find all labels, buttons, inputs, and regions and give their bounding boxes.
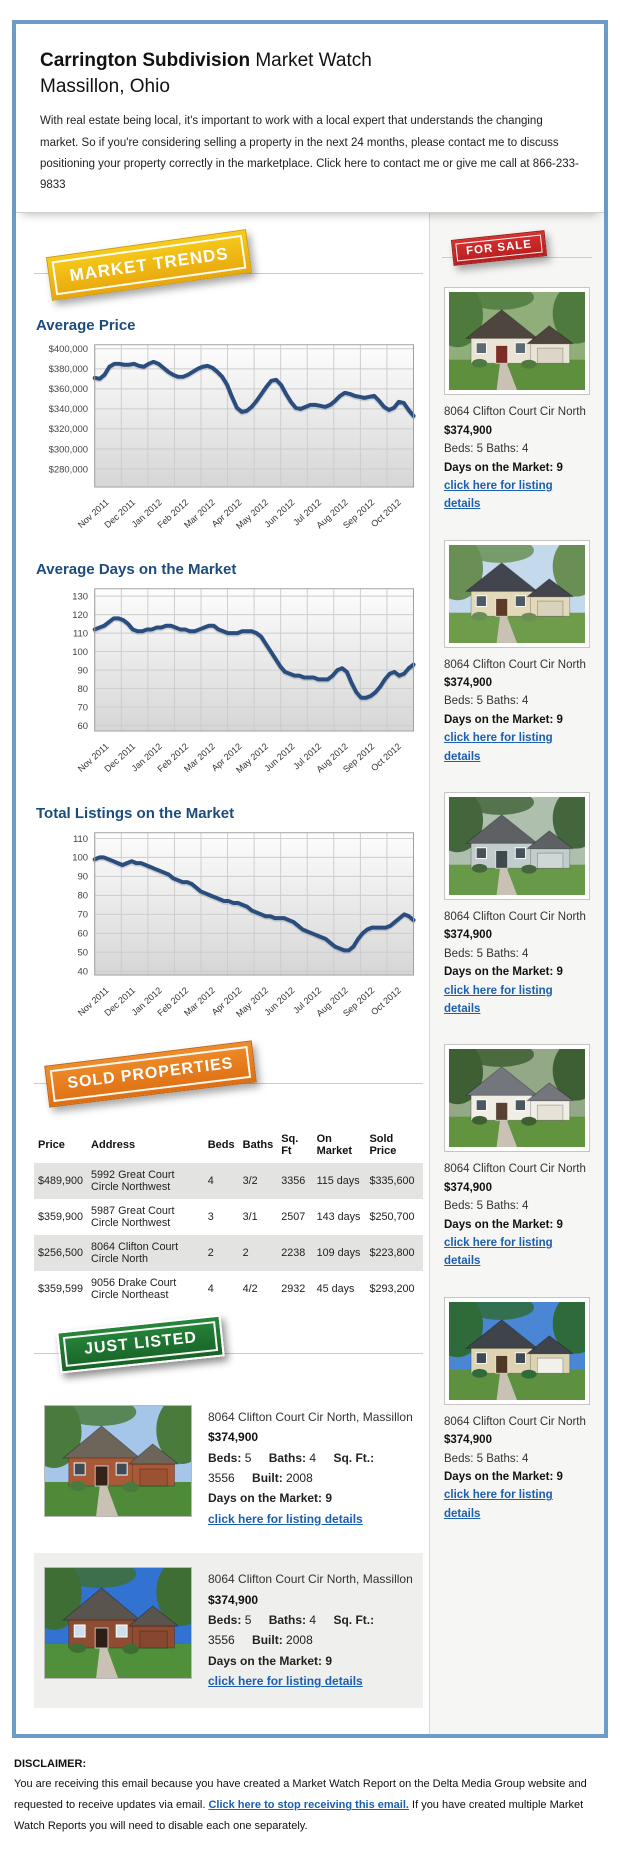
for-sale-card xyxy=(444,1297,590,1523)
chart-title-total-listings: Total Listings on the Market xyxy=(36,805,235,822)
cell-on-market: 143 days xyxy=(316,1210,361,1223)
sqft-value: 3556 xyxy=(208,1633,235,1648)
svg-text:Jan 2012: Jan 2012 xyxy=(129,985,164,1018)
col-price: Price xyxy=(38,1138,65,1151)
svg-text:Jul 2012: Jul 2012 xyxy=(291,497,324,528)
svg-text:Jan 2012: Jan 2012 xyxy=(129,741,164,774)
page-title-rest: Market Watch xyxy=(250,50,372,71)
property-photo[interactable] xyxy=(44,1405,192,1517)
listing-specs xyxy=(208,1610,413,1651)
listing-price: $374,900 xyxy=(444,1434,492,1447)
svg-text:90: 90 xyxy=(77,871,89,883)
svg-text:$320,000: $320,000 xyxy=(48,424,89,436)
svg-text:Oct 2012: Oct 2012 xyxy=(369,497,403,530)
svg-text:May 2012: May 2012 xyxy=(233,741,271,776)
listing-address: 8064 Clifton Court Cir North xyxy=(444,911,586,924)
svg-text:100: 100 xyxy=(72,647,89,659)
svg-text:Jun 2012: Jun 2012 xyxy=(262,741,297,774)
built-label: Built: xyxy=(252,1633,283,1648)
table-row xyxy=(34,1199,423,1235)
cell-sqft: 3356 xyxy=(281,1174,306,1187)
email-frame xyxy=(12,20,608,1738)
baths-label: Baths: xyxy=(268,1450,307,1465)
svg-text:$360,000: $360,000 xyxy=(48,384,89,396)
disclaimer xyxy=(14,1754,606,1838)
listing-address: 8064 Clifton Court Cir North xyxy=(444,406,586,419)
just-listed-card xyxy=(34,1391,423,1545)
built-label: Built: xyxy=(252,1471,283,1485)
cell-sold-price: $223,800 xyxy=(369,1246,415,1259)
svg-text:Jan 2012: Jan 2012 xyxy=(129,497,164,530)
cell-address: 5987 Great Court Circle Northwest xyxy=(91,1204,175,1229)
col-on-market: On Market xyxy=(316,1132,353,1157)
just-listed-badge: JUST LISTED xyxy=(56,1314,225,1373)
svg-text:110: 110 xyxy=(72,833,89,845)
svg-text:Jul 2012: Jul 2012 xyxy=(291,985,324,1016)
listing-beds-baths: Beds: 5 Baths: 4 xyxy=(444,1200,529,1213)
sqft-value: 3556 xyxy=(208,1471,235,1485)
cell-on-market: 115 days xyxy=(316,1174,360,1187)
cell-on-market: 45 days xyxy=(316,1282,355,1295)
market-trends-row xyxy=(34,235,423,303)
col-sqft: Sq. Ft xyxy=(281,1132,299,1157)
svg-text:Mar 2012: Mar 2012 xyxy=(181,741,217,775)
table-row xyxy=(34,1271,423,1307)
listing-beds-baths: Beds: 5 Baths: 4 xyxy=(444,1452,529,1465)
cell-price: $359,599 xyxy=(38,1282,84,1295)
listing-specs xyxy=(208,1448,413,1489)
average-days-chart xyxy=(34,584,423,791)
listing-details-link[interactable]: click here for listing details xyxy=(444,479,553,511)
market-trends-badge: MARKET TRENDS xyxy=(46,229,252,301)
for-sale-card xyxy=(444,287,590,513)
svg-text:$300,000: $300,000 xyxy=(48,444,89,456)
property-photo[interactable] xyxy=(444,287,590,395)
cell-sqft: 2932 xyxy=(281,1282,306,1295)
just-listed-row xyxy=(34,1315,423,1383)
svg-text:Apr 2012: Apr 2012 xyxy=(209,741,244,774)
header xyxy=(16,24,604,213)
cell-sqft: 2238 xyxy=(281,1246,306,1259)
sold-properties-table xyxy=(34,1127,423,1307)
col-baths: Baths xyxy=(242,1138,274,1151)
cell-price: $256,500 xyxy=(38,1246,84,1259)
table-row xyxy=(34,1163,423,1199)
svg-text:Jun 2012: Jun 2012 xyxy=(262,497,297,530)
days-on-market: Days on the Market: 9 xyxy=(444,713,563,726)
for-sale-card xyxy=(444,1044,590,1270)
built-value: 2008 xyxy=(286,1471,313,1485)
col-sold-price: Sold Price xyxy=(369,1132,397,1157)
svg-text:Dec 2011: Dec 2011 xyxy=(102,497,138,531)
beds-value: 5 xyxy=(244,1612,252,1627)
svg-text:$280,000: $280,000 xyxy=(48,464,89,476)
baths-value: 4 xyxy=(309,1612,317,1627)
svg-text:Oct 2012: Oct 2012 xyxy=(369,985,403,1018)
property-photo[interactable] xyxy=(444,792,590,900)
svg-text:Aug 2012: Aug 2012 xyxy=(314,497,350,531)
svg-text:80: 80 xyxy=(77,684,89,696)
table-row xyxy=(34,1235,423,1271)
days-on-market: Days on the Market: 9 xyxy=(444,461,563,474)
average-price-chart xyxy=(34,340,423,547)
svg-text:Sep 2012: Sep 2012 xyxy=(340,985,377,1019)
svg-text:Jul 2012: Jul 2012 xyxy=(291,741,324,772)
svg-text:Feb 2012: Feb 2012 xyxy=(155,985,191,1019)
listing-address: 8064 Clifton Court Cir North xyxy=(444,658,586,671)
svg-text:40: 40 xyxy=(77,966,89,978)
svg-text:Sep 2012: Sep 2012 xyxy=(340,497,377,531)
svg-text:Oct 2012: Oct 2012 xyxy=(369,741,403,774)
listing-details-link[interactable]: click here for listing details xyxy=(444,1489,553,1520)
listing-details-link[interactable]: click here for listing details xyxy=(444,984,553,1015)
svg-text:Nov 2011: Nov 2011 xyxy=(75,741,111,775)
listing-details-link[interactable]: click here for listing details xyxy=(208,1674,363,1689)
listing-price: $374,900 xyxy=(444,1181,492,1194)
disclaimer-text-before: You are receiving this email because you have created a Market Watch Report on the Delta Media Group website and requested to receive updates via email. xyxy=(14,1778,587,1812)
svg-text:Apr 2012: Apr 2012 xyxy=(209,985,244,1018)
built-value: 2008 xyxy=(286,1633,313,1648)
svg-text:130: 130 xyxy=(72,591,89,603)
svg-text:$340,000: $340,000 xyxy=(48,404,89,416)
total-listings-chart xyxy=(34,828,423,1035)
listing-details-link[interactable]: click here for listing details xyxy=(444,1236,553,1268)
page-subtitle: Massillon, Ohio xyxy=(40,75,170,97)
cell-beds: 4 xyxy=(207,1174,214,1187)
days-on-market: Days on the Market: 9 xyxy=(444,1218,563,1231)
svg-text:90: 90 xyxy=(77,665,89,677)
cell-sold-price: $250,700 xyxy=(369,1210,415,1223)
days-on-market: Days on the Market: 9 xyxy=(208,1653,333,1668)
svg-text:110: 110 xyxy=(72,628,89,640)
sqft-label: Sq. Ft.: xyxy=(333,1450,375,1465)
cell-on-market: 109 days xyxy=(316,1246,361,1259)
cell-beds: 4 xyxy=(207,1282,214,1295)
svg-text:$400,000: $400,000 xyxy=(48,344,89,356)
for-sale-badge: FOR SALE xyxy=(451,230,547,266)
col-beds: Beds xyxy=(207,1138,235,1151)
intro-text: With real estate being local, it's important to work with a local expert that understands the changing market. So if you're considering selling a property in the next 24 months, please contact me to discuss positioning your property correctly in the marketplace. Click here to contact me or give me call at 866-233-9833 xyxy=(40,115,579,192)
svg-text:Mar 2012: Mar 2012 xyxy=(181,497,217,531)
listing-address: 8064 Clifton Court Cir North xyxy=(444,1163,586,1176)
page-title-subdivision: Carrington Subdivision xyxy=(40,50,251,71)
svg-text:Aug 2012: Aug 2012 xyxy=(314,985,350,1019)
svg-text:May 2012: May 2012 xyxy=(233,497,271,532)
baths-value: 4 xyxy=(309,1450,317,1465)
listing-price: $374,900 xyxy=(208,1592,259,1607)
svg-text:60: 60 xyxy=(77,928,89,940)
disclaimer-heading: DISCLAIMER: xyxy=(14,1757,87,1770)
chart-title-average-price: Average Price xyxy=(36,317,136,335)
svg-text:50: 50 xyxy=(77,947,89,959)
svg-text:Mar 2012: Mar 2012 xyxy=(181,985,217,1019)
beds-label: Beds: xyxy=(208,1450,242,1465)
listing-beds-baths: Beds: 5 Baths: 4 xyxy=(444,695,529,708)
cell-address: 8064 Clifton Court Circle North xyxy=(91,1240,179,1265)
cell-price: $359,900 xyxy=(38,1210,84,1223)
for-sale-card xyxy=(444,792,590,1018)
listing-price: $374,900 xyxy=(208,1430,259,1445)
cell-baths: 3/1 xyxy=(242,1210,258,1223)
svg-text:60: 60 xyxy=(77,721,89,733)
listing-address: 8064 Clifton Court Cir North xyxy=(444,1415,586,1428)
sqft-label: Sq. Ft.: xyxy=(333,1612,375,1627)
listing-beds-baths: Beds: 5 Baths: 4 xyxy=(444,443,529,456)
svg-text:Feb 2012: Feb 2012 xyxy=(155,497,191,531)
just-listed-card xyxy=(34,1553,423,1707)
table-header-row xyxy=(34,1127,423,1163)
svg-text:Nov 2011: Nov 2011 xyxy=(75,985,111,1019)
main-column xyxy=(16,213,429,1733)
disclaimer-text-after: If you have created multiple Market Watch Reports you will need to disable each one separately. xyxy=(14,1799,584,1833)
cell-sold-price: $293,200 xyxy=(369,1282,415,1295)
property-photo[interactable] xyxy=(44,1567,192,1679)
property-photo[interactable] xyxy=(444,1297,590,1405)
sold-properties-row xyxy=(34,1045,423,1113)
listing-details-link[interactable]: click here for listing details xyxy=(208,1511,363,1526)
listing-address: 8064 Clifton Court Cir North, Massillon xyxy=(208,1572,413,1587)
property-photo[interactable] xyxy=(444,540,590,648)
sold-properties-badge: SOLD PROPERTIES xyxy=(44,1040,257,1107)
cell-price: $489,900 xyxy=(38,1174,84,1187)
cell-sold-price: $335,600 xyxy=(369,1174,415,1187)
cell-beds: 3 xyxy=(207,1210,214,1223)
cell-beds: 2 xyxy=(207,1246,214,1259)
baths-label: Baths: xyxy=(268,1612,307,1627)
svg-text:80: 80 xyxy=(77,890,89,902)
svg-text:70: 70 xyxy=(77,909,89,921)
svg-text:Apr 2012: Apr 2012 xyxy=(209,497,244,530)
listing-price: $374,900 xyxy=(444,677,492,690)
cell-sqft: 2507 xyxy=(281,1210,306,1223)
svg-text:Dec 2011: Dec 2011 xyxy=(102,741,138,775)
page-title xyxy=(40,48,580,74)
chart-title-average-days: Average Days on the Market xyxy=(36,561,237,579)
listing-price: $374,900 xyxy=(444,929,492,942)
listing-beds-baths: Beds: 5 Baths: 4 xyxy=(444,947,529,960)
cell-address: 5992 Great Court Circle Northwest xyxy=(91,1168,175,1193)
days-on-market: Days on the Market: 9 xyxy=(444,966,563,979)
for-sale-card xyxy=(444,540,590,766)
svg-text:May 2012: May 2012 xyxy=(233,985,271,1020)
days-on-market: Days on the Market: 9 xyxy=(444,1470,563,1483)
svg-text:70: 70 xyxy=(77,702,89,714)
col-address: Address xyxy=(91,1138,136,1151)
svg-text:Sep 2012: Sep 2012 xyxy=(340,741,377,775)
svg-text:120: 120 xyxy=(72,610,89,622)
for-sale-row xyxy=(442,231,592,277)
svg-text:$380,000: $380,000 xyxy=(48,364,89,376)
beds-value: 5 xyxy=(244,1450,252,1465)
svg-text:Jun 2012: Jun 2012 xyxy=(262,985,297,1018)
beds-label: Beds: xyxy=(208,1612,242,1627)
svg-text:Nov 2011: Nov 2011 xyxy=(75,497,111,531)
listing-address: 8064 Clifton Court Cir North, Massillon xyxy=(208,1409,413,1424)
cell-address: 9056 Drake Court Circle Northeast xyxy=(91,1276,177,1301)
cell-baths: 4/2 xyxy=(242,1282,258,1295)
cell-baths: 3/2 xyxy=(242,1174,258,1187)
svg-text:100: 100 xyxy=(72,852,89,864)
svg-text:Feb 2012: Feb 2012 xyxy=(155,741,191,775)
days-on-market: Days on the Market: 9 xyxy=(208,1491,333,1506)
property-photo[interactable] xyxy=(444,1044,590,1152)
cell-baths: 2 xyxy=(242,1246,249,1259)
svg-text:Aug 2012: Aug 2012 xyxy=(314,741,350,775)
svg-text:Dec 2011: Dec 2011 xyxy=(102,985,138,1019)
listing-price: $374,900 xyxy=(444,424,492,437)
unsubscribe-link[interactable]: Click here to stop receiving this email. xyxy=(208,1799,409,1812)
listing-details-link[interactable]: click here for listing details xyxy=(444,732,553,763)
for-sale-sidebar xyxy=(429,213,604,1733)
